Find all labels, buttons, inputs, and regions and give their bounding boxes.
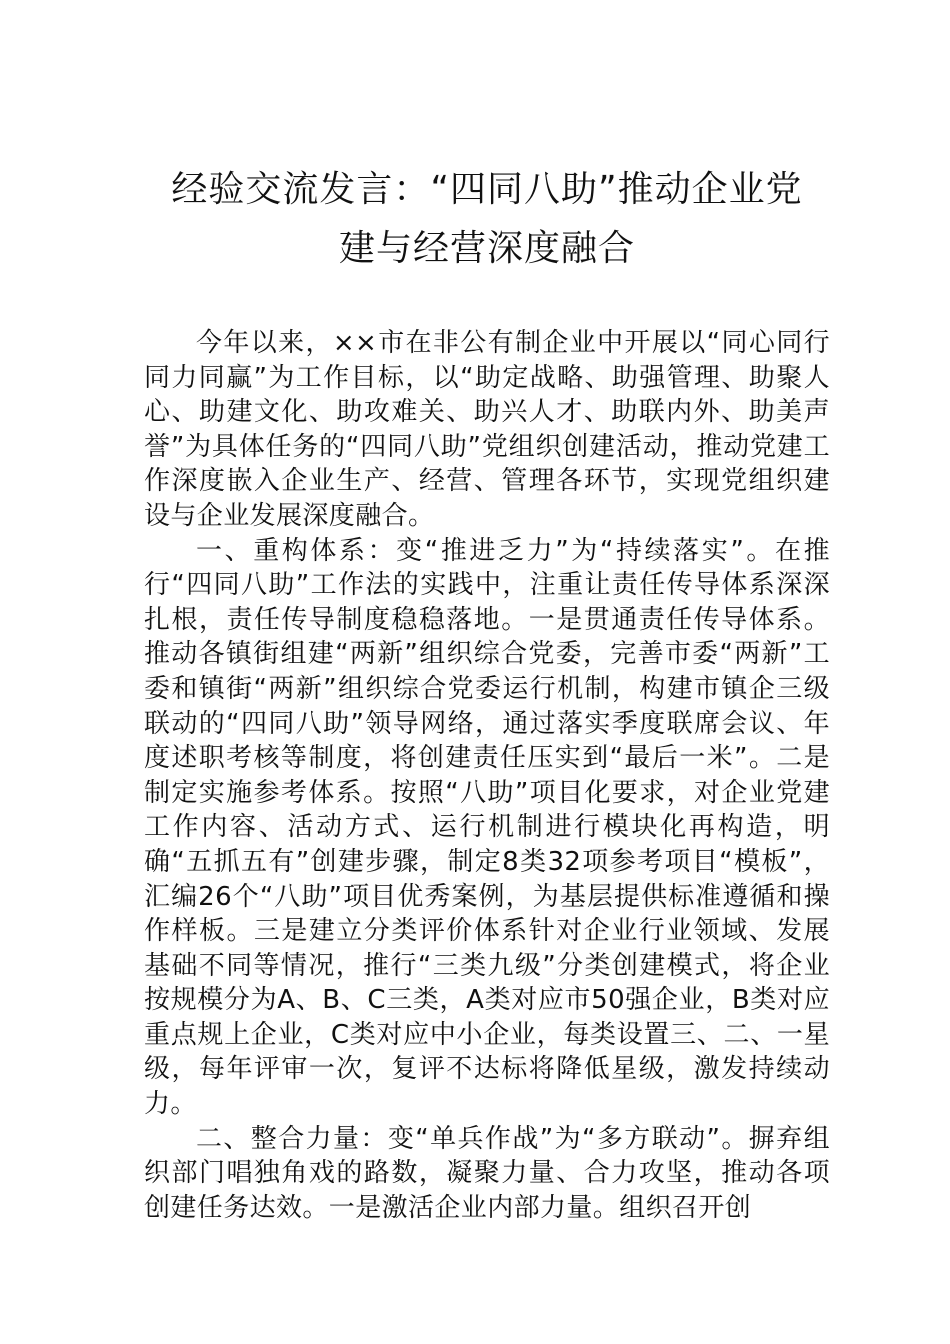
document-title <box>144 160 830 278</box>
paragraph-section-1: 一、重构体系：变“推进乏力”为“持续落实”。在推行“四同八助”工作法的实践中，注重让责任传导体系深深扎根，责任传导制度稳稳落地。一是贯通责任传导体系。推动各镇街组建“两新”组织综合党委，完善市委“两新”工委和镇街“两新”组织综合党委运行机制，构建市镇企三级联动的“四同八助”领导网络，通过落实季度联席会议、年度述职考核等制度，将创建责任压实到“最后一米”。二是制定实施参考体系。按照“八助”项目化要求，对企业党建工作内容、活动方式、运行机制进行模块化再构造，明确“五抓五有”创建步骤，制定8类32项参考项目“模板”，汇编26个“八助”项目优秀案例，为基层提供标准遵循和操作样板。三是建立分类评价体系针对企业行业领域、发展基础不同等情况，推行“三类九级”分类创建模式，将企业按规模分为A、B、C三类，A类对应市50强企业，B类对应重点规上企业，C类对应中小企业，每类设置三、二、一星级，每年评审一次，复评不达标将降低星级，激发持续动力。 <box>144 535 830 1120</box>
paragraph-intro: 今年以来，××市在非公有制企业中开展以“同心同行同力同赢”为工作目标，以“助定战略、助强管理、助聚人心、助建文化、助攻难关、助兴人才、助联内外、助美声誉”为具体任务的“四同八助”党组织创建活动，推动党建工作深度嵌入企业生产、经营、管理各环节，实现党组织建设与企业发展深度融合。 <box>144 328 830 531</box>
paragraph-section-2: 二、整合力量：变“单兵作战”为“多方联动”。摒弃组织部门唱独角戏的路数，凝聚力量、合力攻坚，推动各项创建任务达效。一是激活企业内部力量。组织召开创 <box>144 1123 830 1223</box>
title-line-2: 建与经营深度融合 <box>338 228 635 269</box>
document-body <box>144 326 830 1225</box>
title-line-1: 经验交流发言：“四同八助”推动企业党 <box>171 169 803 210</box>
